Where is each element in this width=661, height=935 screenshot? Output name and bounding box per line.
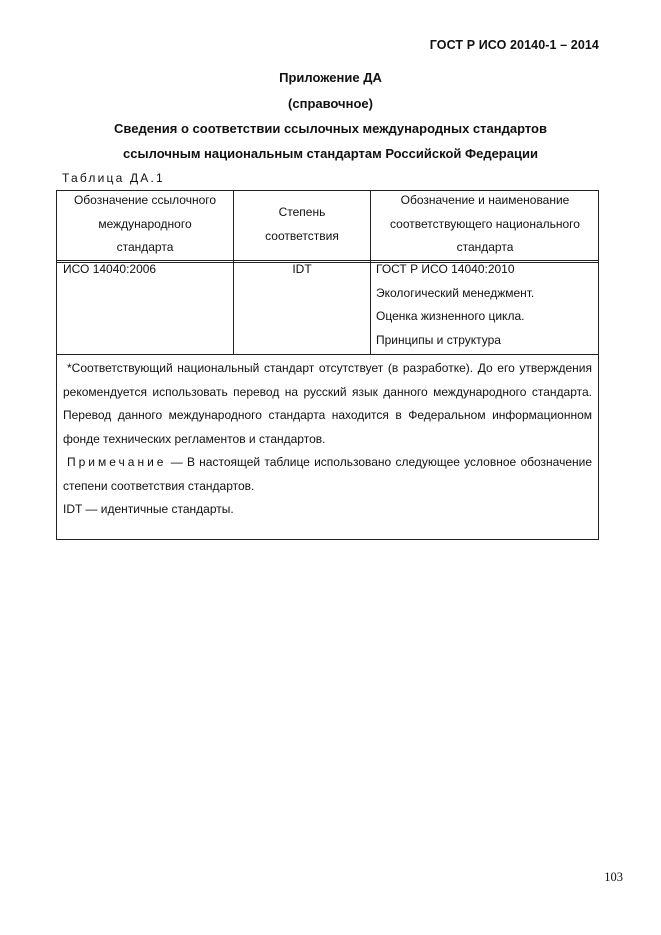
note-legend: IDT — идентичные стандарты. [63,502,234,516]
cell-text: Принципы и структура [376,332,501,347]
note-label: Примечание [67,455,167,469]
appendix-heading-line-2: ссылочным национальным стандартам Российской Федерации [123,146,538,161]
appendix-title: Приложение ДА [279,70,382,85]
header-text: Обозначение ссылочного [73,193,217,207]
header-text: стандарта [456,240,514,254]
table-caption: Таблица ДА.1 [62,171,165,185]
cell-text: Оценка жизненного цикла. [376,309,525,323]
header-cell-intl-standard [57,189,233,260]
header-text: стандарта [116,240,174,254]
page-number: 103 [604,870,623,884]
correspondence-table [56,190,599,540]
table-footnote: *Соответствующий национальный стандарт отсутствует (в разработке). До его утверждения рекомендуется использовать перевод на русский язык данного международного стандарта. Перевод данного международного стандарта находится в Федеральном информационном фонде технических регламентов и стандартов. [63,361,592,446]
appendix-heading-line-1: Сведения о соответствии ссылочных международных стандартов [114,121,547,136]
document-code: ГОСТ Р ИСО 20140-1 – 2014 [429,38,599,52]
cell-text: IDT [292,262,312,276]
header-text: международного [98,216,192,231]
table-cell-degree [234,258,370,282]
cell-text: ИСО 14040:2006 [63,262,157,276]
table-cell-intl-standard [63,258,231,282]
header-cell-national-standard [371,189,599,260]
appendix-kind: (справочное) [288,96,373,111]
header-text: соответствующего национального [390,216,580,231]
note-text: — В настоящей таблице использовано следующее условное обозначение степени соответствия стандартов. [63,455,592,493]
table-cell-national-standard [376,258,598,352]
cell-text: Экологический менеджмент. [376,285,535,300]
header-text: Степень [278,205,326,219]
row-divider [57,354,598,355]
header-text: соответствия [265,228,339,243]
header-text: Обозначение и наименование [400,193,570,207]
header-cell-degree [234,201,370,248]
cell-text: ГОСТ Р ИСО 14040:2010 [376,262,515,276]
table-footnote-area [63,357,592,522]
table-note [63,451,592,498]
